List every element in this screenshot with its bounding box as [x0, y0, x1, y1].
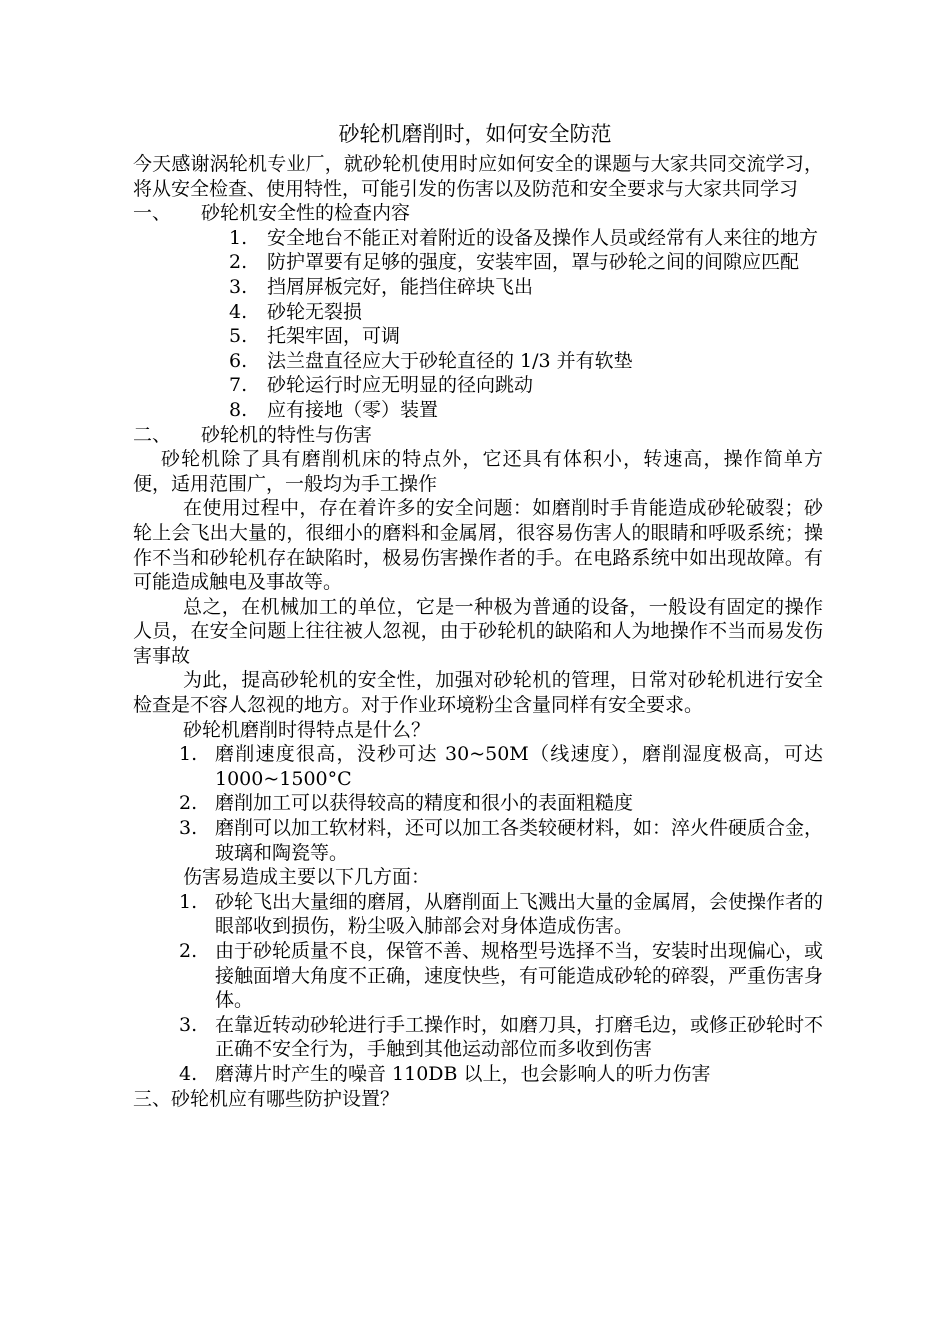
- list-item-text: 磨削速度很高，没秒可达 30~50M（线速度），磨削湿度极高，可达 1000~1500°C: [215, 743, 823, 790]
- list-item-number: 2.: [179, 940, 198, 962]
- intro-paragraph: 今天感谢涡轮机专业厂，就砂轮机使用时应如何安全的课题与大家共同交流学习，将从安全检查、使用特性，可能引发的伤害以及防范和安全要求与大家共同学习: [133, 153, 823, 200]
- list-item-text: 磨薄片时产生的噪音 110DB 以上，也会影响人的听力伤害: [215, 1062, 711, 1085]
- harms-heading: 伤害易造成主要以下几方面：: [183, 866, 431, 889]
- section-1-title: 砂轮机安全性的检查内容: [201, 202, 411, 225]
- list-item: [133, 398, 823, 423]
- features-list: [133, 742, 823, 865]
- section-2-paragraph-4: 为此，提高砂轮机的安全性，加强对砂轮机的管理，日常对砂轮机进行安全检查是不容人忽视的地方。对于作业环境粉尘含量同样有安全要求。: [133, 669, 823, 717]
- list-item: [133, 373, 823, 398]
- harms-list: [133, 890, 823, 1087]
- list-item: [133, 250, 823, 275]
- list-item: [133, 349, 823, 374]
- section-2-paragraph-2: 在使用过程中，存在着许多的安全问题：如磨削时手肯能造成砂轮破裂；砂轮上会飞出大量的，很细小的磨料和金属屑，很容易伤害人的眼睛和呼吸系统；操作不当和砂轮机存在缺陷时，极易伤害操作者的手。在电路系统中如出现故障。有可能造成触电及事故等。: [133, 497, 823, 594]
- section-2-number: 二、: [133, 423, 172, 446]
- list-item-text: 磨削可以加工软材料，还可以加工各类较硬材料，如：淬火件硬质合金，玻璃和陶瓷等。: [215, 817, 824, 864]
- list-item-number: 1.: [179, 890, 198, 913]
- list-item-number: 3.: [229, 275, 248, 298]
- inspection-list: [133, 226, 823, 423]
- list-item-number: 3.: [179, 1013, 198, 1036]
- list-item: [133, 275, 823, 300]
- list-item: [133, 300, 823, 325]
- section-2-heading: [133, 423, 823, 448]
- list-item-number: 1.: [179, 743, 198, 766]
- list-item-number: 5.: [229, 325, 248, 348]
- list-item-number: 2.: [179, 792, 198, 815]
- features-heading: 砂轮机磨削时得特点是什么？: [183, 718, 431, 741]
- list-item-number: 6.: [229, 349, 248, 372]
- list-item: [133, 791, 823, 816]
- list-item: [133, 890, 823, 939]
- section-2-title: 砂轮机的特性与伤害: [201, 423, 373, 446]
- list-item-text: 安全地台不能正对着附近的设备及操作人员或经常有人来往的地方: [267, 226, 819, 249]
- list-item-text: 法兰盘直径应大于砂轮直径的 1/3 并有软垫: [267, 349, 633, 372]
- list-item-number: 7.: [229, 374, 248, 397]
- list-item-text: 防护罩要有足够的强度，安装牢固，罩与砂轮之间的间隙应匹配: [267, 251, 800, 274]
- list-item: [133, 742, 823, 791]
- section-2-paragraph-3: 总之，在机械加工的单位，它是一种极为普通的设备，一般设有固定的操作人员，在安全问题上往往被人忽视，由于砂轮机的缺陷和人为地操作不当而易发伤害事故: [133, 595, 823, 667]
- list-item-number: 1.: [229, 226, 248, 249]
- list-item: [133, 1013, 823, 1062]
- section-2-paragraph-1: 砂轮机除了具有磨削机床的特点外，它还具有体积小，转速高，操作简单方便，适用范围广，一般均为手工操作: [133, 448, 823, 495]
- list-item: [133, 816, 823, 865]
- list-item: [133, 1062, 823, 1087]
- list-item-number: 4.: [229, 300, 248, 323]
- list-item-text: 砂轮飞出大量细的磨屑，从磨削面上飞溅出大量的金属屑，会使操作者的眼部收到损伤，粉尘吸入肺部会对身体造成伤害。: [215, 890, 824, 938]
- list-item-text: 砂轮运行时应无明显的径向跳动: [267, 374, 534, 397]
- list-item-number: 4.: [179, 1062, 198, 1085]
- section-1-heading: [133, 201, 823, 226]
- list-item: [133, 324, 823, 349]
- section-1-number: 一、: [133, 202, 172, 225]
- document-title: 砂轮机磨削时，如何安全防范: [338, 122, 612, 146]
- list-item-number: 2.: [229, 251, 248, 274]
- list-item: [133, 939, 823, 1013]
- list-item-text: 应有接地（零）装置: [267, 398, 439, 421]
- list-item-text: 挡屑屏板完好，能挡住碎块飞出: [267, 275, 534, 298]
- list-item-number: 8.: [229, 398, 248, 421]
- list-item-text: 砂轮无裂损: [267, 300, 363, 323]
- document-body: [133, 152, 823, 1111]
- list-item-number: 3.: [179, 817, 198, 840]
- list-item-text: 托架牢固，可调: [267, 325, 401, 348]
- list-item-text: 磨削加工可以获得较高的精度和很小的表面粗糙度: [215, 792, 634, 815]
- list-item-text: 由于砂轮质量不良，保管不善、规格型号选择不当，安装时出现偏心，或接触面增大角度不正确，速度快些，有可能造成砂轮的碎裂，严重伤害身体。: [215, 940, 824, 1012]
- section-3-heading: 三、砂轮机应有哪些防护设置？: [133, 1087, 400, 1110]
- list-item-text: 在靠近转动砂轮进行手工操作时，如磨刀具，打磨毛边，或修正砂轮时不正确不安全行为，手触到其他运动部位而多收到伤害: [215, 1013, 824, 1061]
- list-item: [133, 226, 823, 251]
